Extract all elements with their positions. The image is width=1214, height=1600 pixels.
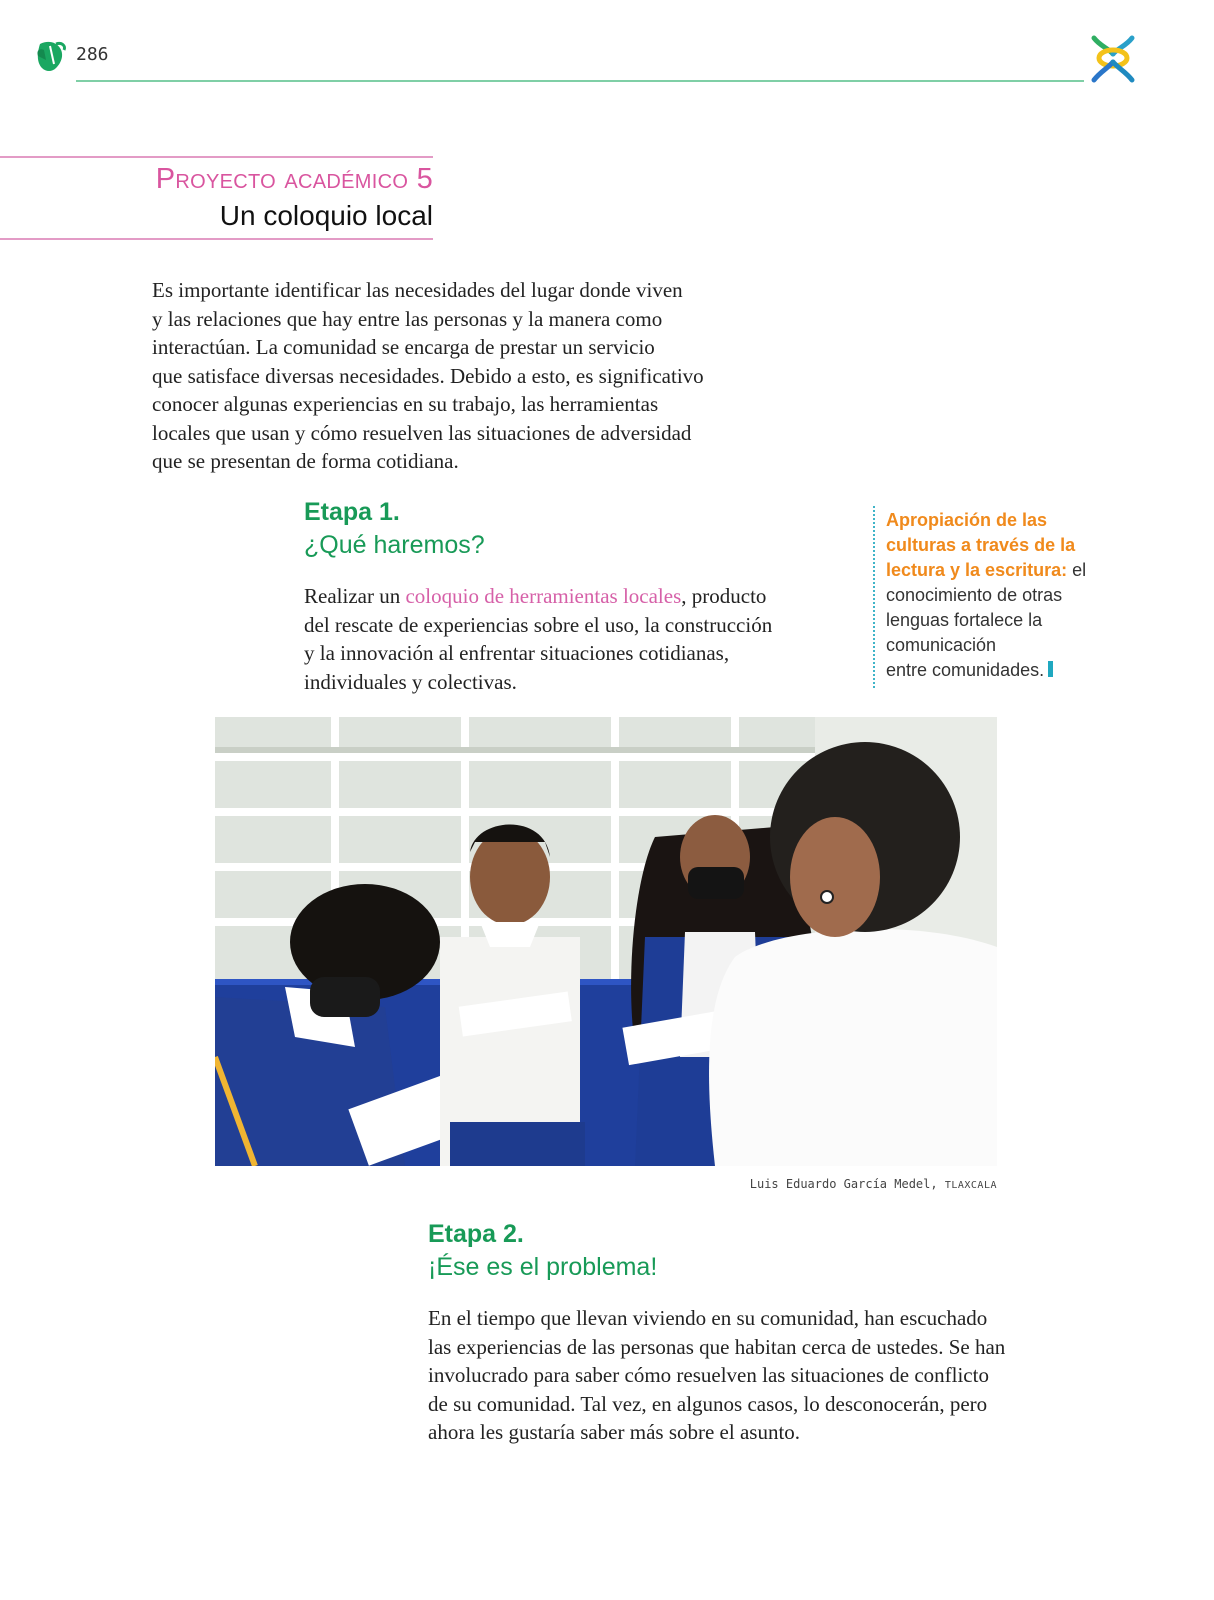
stage1-text: Realizar un	[304, 584, 406, 608]
project-subtitle: Un coloquio local	[219, 200, 433, 231]
sidebar-text: entre comunidades.	[886, 660, 1045, 680]
stage2-line: de su comunidad. Tal vez, en algunos casos, lo desconocerán, pero	[428, 1391, 988, 1416]
sidebar-text: el	[1067, 560, 1087, 580]
leaf-icon	[34, 38, 68, 74]
stage2-title: Etapa 2.	[428, 1220, 524, 1248]
stage2-paragraph	[428, 1304, 1068, 1447]
stage1-title: Etapa 1.	[304, 498, 400, 526]
sidebar-dotted-rule	[873, 506, 875, 688]
intro-line: que se presentan de forma cotidiana.	[152, 449, 459, 473]
sidebar-line	[886, 658, 1116, 683]
stage2-line: las experiencias de las personas que habitan cerca de ustedes. Se han	[428, 1334, 1006, 1359]
students-interview-photo	[215, 717, 997, 1166]
page-number: 286	[76, 44, 109, 65]
photo-illustration	[215, 717, 997, 1166]
intro-line: y las relaciones que hay entre las personas y la manera como	[152, 306, 663, 331]
stage1-line: individuales y colectivas.	[304, 669, 517, 694]
caption-author: Luis Eduardo García Medel,	[749, 1177, 938, 1191]
sidebar-highlight: lectura y la escritura:	[886, 560, 1068, 580]
title-rule-top	[0, 156, 433, 158]
photo-caption	[750, 1177, 997, 1191]
caption-place: TLAXCALA	[944, 1180, 997, 1191]
intro-line: que satisface diversas necesidades. Debido a esto, es significativo	[152, 363, 704, 388]
interlocking-rings-logo-icon	[1086, 32, 1140, 84]
stage1-subtitle: ¿Qué haremos?	[304, 531, 485, 559]
end-mark-icon	[1048, 661, 1053, 677]
sidebar-highlight: Apropiación de las	[886, 510, 1048, 530]
stage2-line: involucrado para saber cómo resuelven las situaciones de conflicto	[428, 1363, 989, 1387]
intro-line: locales que usan y cómo resuelven las situaciones de adversidad	[152, 420, 692, 445]
sidebar-note	[886, 508, 1116, 683]
stage2-heading	[428, 1218, 657, 1284]
glossary-term-link[interactable]: coloquio de herramientas locales	[405, 584, 682, 608]
title-rule-bottom	[0, 238, 433, 240]
stage2-line: ahora les gustaría saber más sobre el asunto.	[428, 1420, 801, 1444]
header-rule	[76, 80, 1084, 82]
sidebar-line: lenguas fortalece la	[886, 610, 1043, 630]
project-label: Proyecto académico 5	[155, 163, 433, 195]
stage1-heading	[304, 496, 485, 562]
stage2-line: En el tiempo que llevan viviendo en su comunidad, han escuchado	[428, 1306, 988, 1330]
stage1-line: del rescate de experiencias sobre el uso, la construcción	[304, 612, 773, 637]
intro-line: conocer algunas experiencias en su trabajo, las herramientas	[152, 392, 659, 416]
stage2-subtitle: ¡Ése es el problema!	[428, 1253, 658, 1281]
stage1-paragraph	[304, 582, 824, 696]
stage1-line: y la innovación al enfrentar situaciones cotidianas,	[304, 641, 730, 665]
sidebar-line: conocimiento de otras	[886, 585, 1063, 605]
stage1-line	[304, 582, 824, 611]
stage1-text: , producto	[681, 584, 767, 608]
sidebar-line: comunicación	[886, 635, 997, 655]
sidebar-highlight: culturas a través de la	[886, 535, 1076, 555]
intro-paragraph	[152, 276, 752, 476]
sidebar-line	[886, 558, 1116, 583]
intro-line: interactúan. La comunidad se encarga de prestar un servicio	[152, 335, 655, 359]
intro-line: Es importante identificar las necesidades del lugar donde viven	[152, 278, 683, 302]
